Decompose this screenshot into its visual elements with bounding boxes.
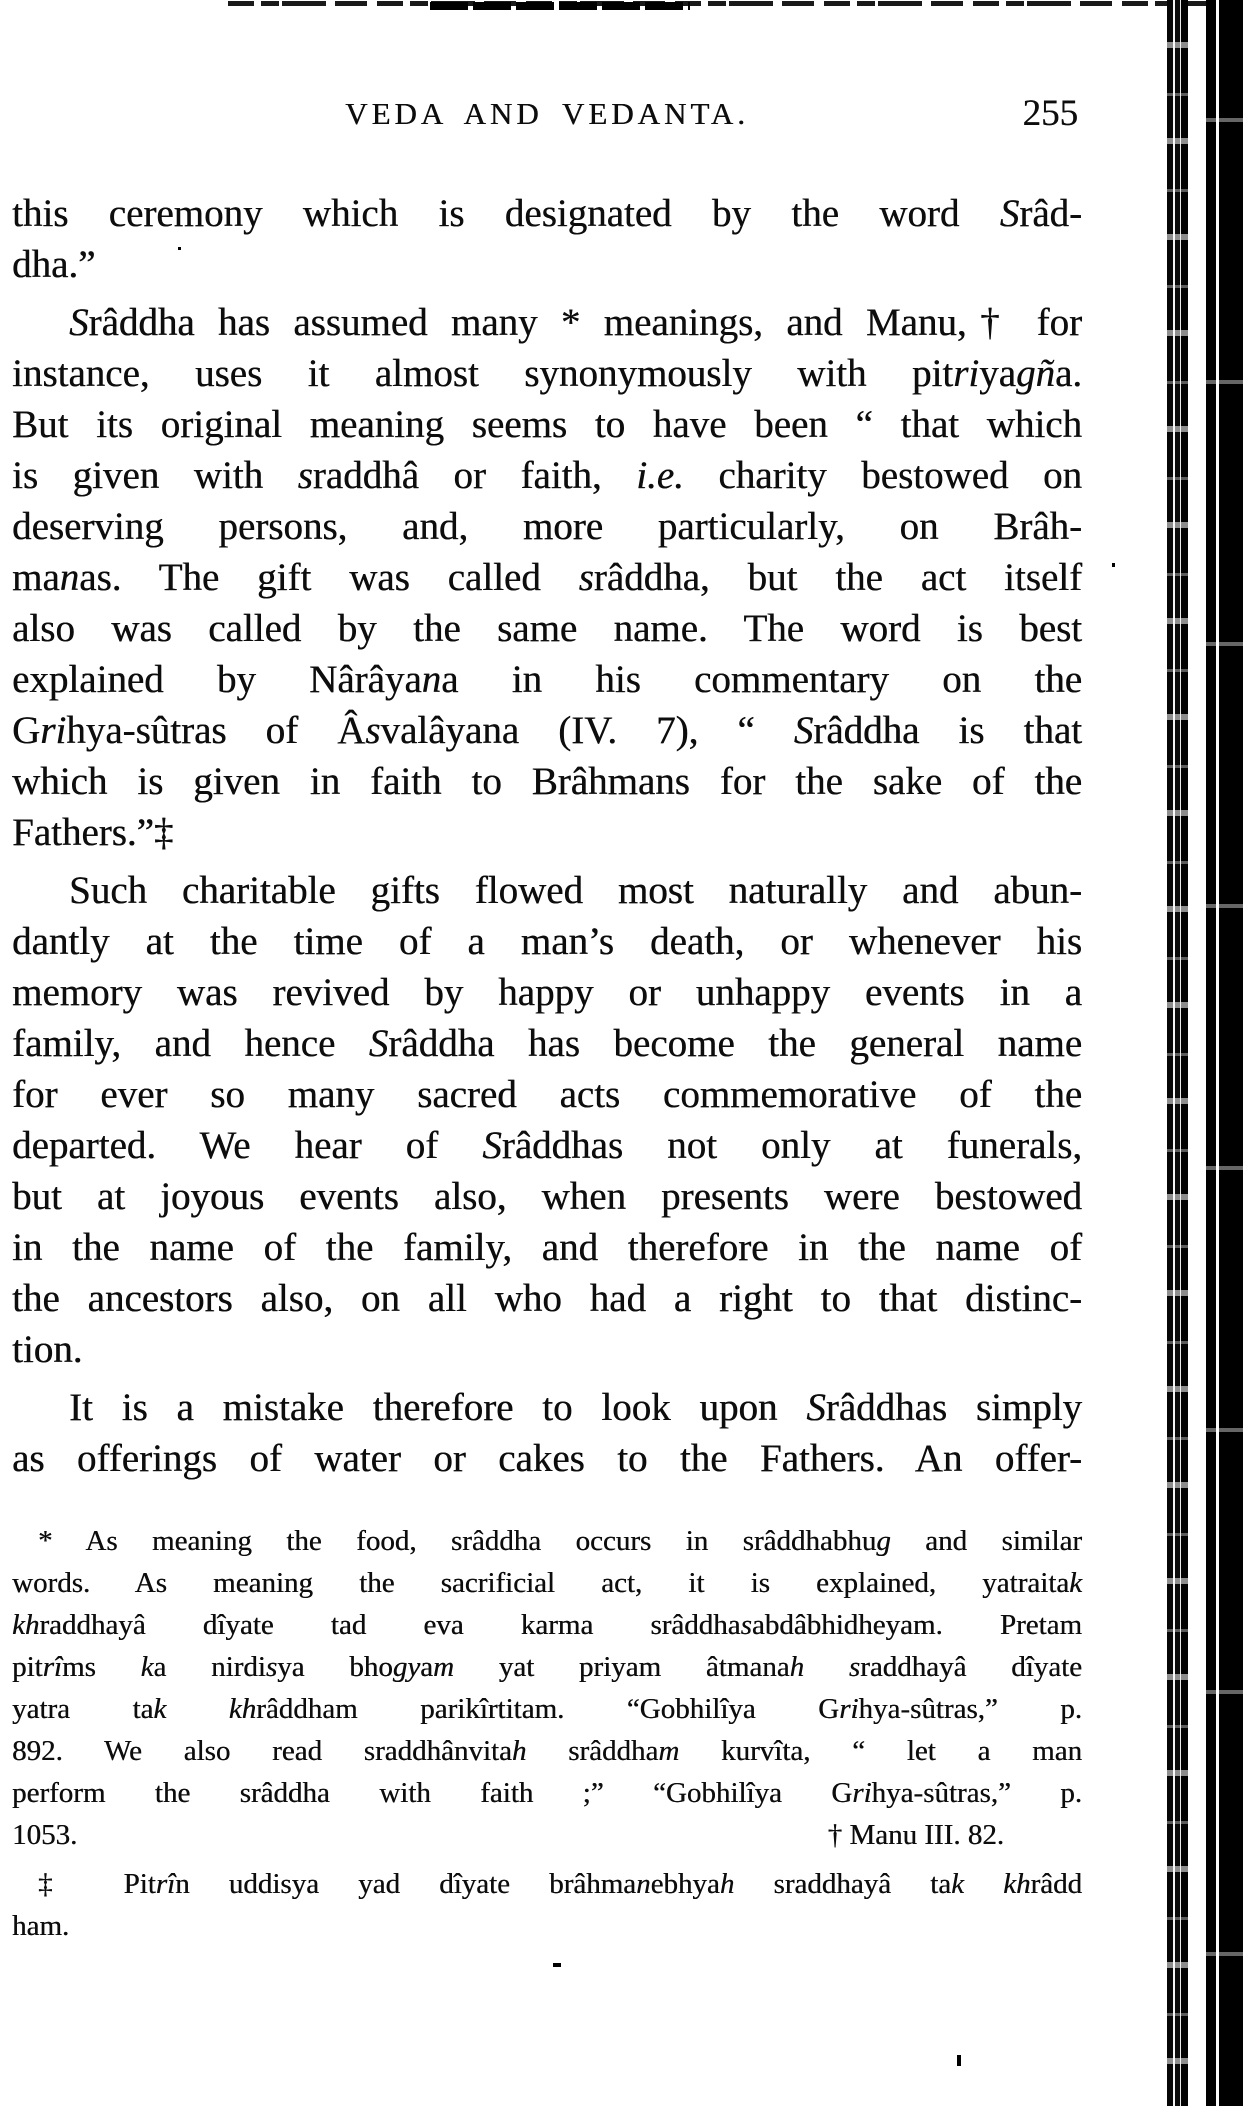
- italic-transliteration: S: [793, 709, 814, 752]
- binding-streaks: [1167, 0, 1188, 2106]
- footnotes: [12, 1520, 1082, 1947]
- italic-transliteration: m: [433, 1651, 454, 1683]
- body-text: [12, 188, 1082, 1484]
- italic-transliteration: gy: [392, 1651, 421, 1683]
- paragraph: [12, 188, 1082, 290]
- italic-transliteration: s: [848, 1651, 861, 1683]
- italic-transliteration: k: [153, 1693, 167, 1725]
- italic-transliteration: g: [876, 1525, 891, 1557]
- italic-transliteration: s: [265, 1651, 278, 1683]
- italic-transliteration: gñ: [1015, 352, 1055, 395]
- italic-transliteration: s: [740, 1609, 752, 1641]
- footnote-manu-ref: † Manu III. 82.: [827, 1819, 1004, 1851]
- text-line: words. As meaning the sacrificial act, it is explained, yatraitak: [12, 1567, 1082, 1599]
- text-line: but at joyous events also, when presents were bestowed: [12, 1175, 1082, 1218]
- page-edge-line: [228, 1, 1225, 6]
- italic-transliteration: ri: [852, 1777, 872, 1809]
- text-line: * As meaning the food, srâddha occurs in srâddhabhug and similar: [38, 1525, 1082, 1557]
- text-line: Srâddha has assumed many * meanings, and Manu,† for: [69, 301, 1082, 344]
- text-line: deserving persons, and, more particularly, on Brâh-: [12, 505, 1082, 548]
- footnote-page-ref: 1053.: [12, 1819, 78, 1851]
- text-line: dha.”: [12, 243, 96, 286]
- italic-transliteration: ri: [839, 1693, 859, 1725]
- italic-transliteration: S: [806, 1386, 826, 1429]
- text-line: Fathers.”‡: [12, 811, 174, 854]
- italic-transliteration: i.e.: [636, 454, 684, 497]
- italic-transliteration: k: [140, 1651, 154, 1683]
- paragraph: [12, 1382, 1082, 1484]
- italic-transliteration: rî: [42, 1651, 62, 1683]
- italic-transliteration: h: [511, 1735, 527, 1767]
- scan-speck: [178, 247, 181, 250]
- paragraph: [12, 1863, 1082, 1947]
- italic-transliteration: ri: [953, 352, 980, 395]
- italic-transliteration: s: [365, 709, 381, 752]
- text-line: khraddhayâ dîyate tad eva karma srâddhasabdâbhidheyam. Pretam: [12, 1609, 1082, 1641]
- text-line: yatra tak khrâddham parikîrtitam. “Gobhilîya Grihya-sûtras,” p.: [12, 1693, 1083, 1725]
- italic-transliteration: kh: [1003, 1868, 1031, 1900]
- text-line: It is a mistake therefore to look upon Srâddhas simply: [69, 1386, 1082, 1429]
- italic-transliteration: k: [951, 1868, 964, 1900]
- italic-transliteration: rî: [155, 1868, 176, 1900]
- text-line: for ever so many sacred acts commemorative of the: [12, 1073, 1082, 1116]
- paragraph: [12, 297, 1082, 858]
- italic-transliteration: kh: [12, 1609, 40, 1641]
- text-line: pitrîms ka nirdisya bhogyam yat priyam âtmanah sraddhayâ dîyate: [12, 1651, 1083, 1683]
- italic-transliteration: h: [789, 1651, 805, 1683]
- italic-transliteration: S: [482, 1124, 502, 1167]
- scan-speck: [1112, 563, 1115, 567]
- text-line: this ceremony which is designated by the word Srâd-: [12, 192, 1082, 235]
- text-line: which is given in faith to Brâhmans for the sake of the: [12, 760, 1082, 803]
- text-line: Such charitable gifts flowed most naturally and abun-: [69, 869, 1082, 912]
- page-number: 255: [1022, 93, 1078, 134]
- text-line: tion.: [12, 1328, 83, 1371]
- text-line: explained by Nârâyana in his commentary on the: [12, 658, 1082, 701]
- paragraph: [12, 1520, 1082, 1856]
- text-line: family, and hence Srâddha has become the general name: [12, 1022, 1083, 1065]
- italic-transliteration: S: [69, 301, 89, 344]
- italic-transliteration: h: [719, 1868, 735, 1900]
- text-line: as offerings of water or cakes to the Fathers. An offer-: [12, 1437, 1082, 1480]
- text-line: memory was revived by happy or unhappy events in a: [12, 971, 1082, 1014]
- italic-transliteration: m: [658, 1735, 680, 1767]
- text-line: departed. We hear of Srâddhas not only at funerals,: [12, 1124, 1082, 1167]
- scan-speck: [553, 1963, 561, 1967]
- running-header: [12, 93, 1082, 140]
- text-line: is given with sraddhâ or faith, i.e. charity bestowed on: [12, 454, 1082, 497]
- paragraph: [12, 865, 1082, 1375]
- text-line: But its original meaning seems to have been “ that which: [12, 403, 1082, 446]
- page-edge-line-dark: [430, 2, 690, 10]
- text-line: 892. We also read sraddhânvitah srâddham kurvîta, “ let a man: [12, 1735, 1083, 1767]
- text-line: in the name of the family, and therefore in the name of: [12, 1226, 1082, 1269]
- text-line: ham.: [12, 1910, 70, 1942]
- italic-transliteration: n: [59, 556, 80, 599]
- italic-transliteration: ri: [40, 709, 67, 752]
- italic-transliteration: S: [999, 192, 1020, 235]
- text-line: Grihya-sûtras of Âsvalâyana (IV. 7), “ Srâddha is that: [12, 709, 1082, 752]
- text-line: dantly at the time of a man’s death, or whenever his: [12, 920, 1082, 963]
- italic-transliteration: k: [1069, 1567, 1082, 1599]
- italic-transliteration: n: [636, 1868, 651, 1900]
- italic-transliteration: n: [421, 658, 442, 701]
- text-line: manas. The gift was called srâddha, but the act itself: [12, 556, 1083, 599]
- italic-transliteration: s: [578, 556, 594, 599]
- text-line: also was called by the same name. The word is best: [12, 607, 1082, 650]
- text-line: ‡ Pitrîn uddisya yad dîyate brâhmanebhyah sraddhayâ tak khrâdd: [38, 1868, 1082, 1900]
- italic-transliteration: s: [297, 454, 313, 497]
- binding-gutter: [1206, 0, 1243, 2106]
- page-title: VEDA AND VEDANTA.: [345, 96, 749, 131]
- text-line: [12, 1814, 1082, 1856]
- italic-transliteration: S: [368, 1022, 389, 1065]
- text-line: perform the srâddha with faith ;” “Gobhilîya Grihya-sûtras,” p.: [12, 1777, 1082, 1809]
- text-line: instance, uses it almost synonymously with pitriyagña.: [12, 352, 1082, 395]
- text-line: the ancestors also, on all who had a right to that distinc-: [12, 1277, 1082, 1320]
- italic-transliteration: kh: [228, 1693, 257, 1725]
- scan-speck: [957, 2055, 961, 2066]
